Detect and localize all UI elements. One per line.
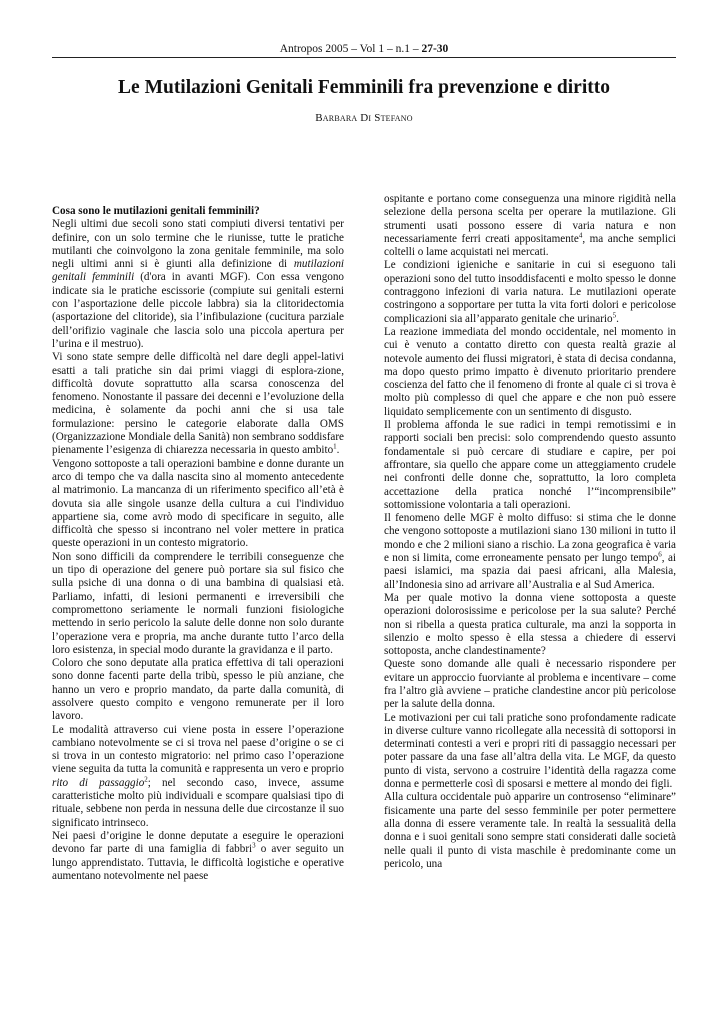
italic-term: mutilazioni genitali femminili [52, 258, 344, 284]
left-column [52, 205, 344, 883]
paragraph: Vengono sottoposte a tali operazioni bambine e donne durante un arco di tempo che va dalla nascita sino al momento antecedente al matrimonio. La mancanza di un riferimento specifico all’età è dovuta sia alle singole usanze della cultura a cui l'individuo appartiene sia, come avrò modo di specificare in seguito, alle difficoltà che spesso si incontrano nel voler mettere in pratica queste operazioni in un contesto migratorio. [52, 457, 344, 550]
text-run: Nei paesi d’origine le donne deputate a eseguire le operazioni devono far parte di una famiglia di fabbri [52, 829, 344, 856]
text-run: Vi sono state sempre delle difficoltà nel dare degli appel-lativi esatti a tali pratiche sin dai primi viaggi di esplora-zione, difficoltà dovute soprattutto alla scarsa conoscenza del fenomeno. Nonostante il passare dei decenni e l’evoluzione della medicina, è solamente da pochi anni che si usa tale formulazione: persino le categorie elaborate dalla OMS (Organizzazione Mondiale della Sanità) non sembrano soddisfare pienamente l’esigenza di chiarezza necessaria in questo ambito [52, 351, 344, 457]
text-run: Le modalità attraverso cui viene posta in essere l’operazione cambiano notevolmente se ci si trova nel paese d’origine o se ci si trova in un contesto migratorio: nel primo caso l’operazione viene seguita da tutta la comunità e rappresenta un vero e proprio [52, 723, 344, 776]
text-run: (d'ora in avanti MGF). Con essa vengono indicate sia le pratiche escissorie (compiute sui genitali esterni con l’asportazione delle piccole labbra) sia la clitoridectomia (asportazione del clitoride), sia l’infibulazione (cucitura parziale dell’orifizio vaginale che lascia solo una piccola apertura per l’urina e il mestruo). [52, 271, 344, 350]
paragraph [52, 351, 344, 457]
section-heading: Cosa sono le mutilazioni genitali femminili? [52, 205, 260, 217]
header-rule [52, 57, 676, 58]
text-run: ospitante e portano come conseguenza una minore rigidità nella selezione della persona scelta per operare la mutilazione. Gli strumenti usati possono essere di varia natura e non necessariamente ferri creati appositamente [384, 193, 676, 245]
footnote-ref: 4 [578, 231, 583, 240]
page-range: 27-30 [421, 43, 449, 55]
paragraph: Coloro che sono deputate alla pratica effettiva di tali operazioni sono donne facenti parte della tribù, spesso le più anziane, che hanno un vero e proprio mandato, da parte dalla comunità, di assolvere questo compito e vengono remunerate per il loro lavoro. [52, 657, 344, 723]
paragraph: La reazione immediata del mondo occidentale, nel momento in cui è venuto a contatto diretto con questa realtà grazie al notevole aumento dei flussi migratori, è stata di decisa condanna, ma dopo questo primo impatto è divenuto prioritario prendere coscienza del fatto che il fenomeno di fronte al quale ci si trova è molto più complesso di quel che appare e che non può essere liquidato semplicemente con un sentimento di disgusto. [384, 325, 676, 418]
paragraph [384, 512, 676, 592]
paragraph [52, 218, 344, 351]
journal-citation: Antropos 2005 – Vol 1 – n.1 – [279, 43, 422, 55]
text-run: o aver seguito un lungo apprendistato. Tuttavia, le difficoltà logistiche e operative aumentano notevolmente nel paese [52, 843, 345, 882]
paragraph [384, 259, 676, 325]
text-run: Il fenomeno delle MGF è molto diffuso: si stima che le donne che vengono sottoposte a mutilazioni siano 130 milioni in tutto il mondo e che 2 milioni siano a rischio. La zona geografica è varia e non si limita, come erroneamente pensato per lungo tempo [384, 512, 676, 565]
right-column [384, 193, 676, 871]
footnote-ref: 3 [252, 841, 256, 850]
article-author: Barbara Di Stefano [315, 112, 413, 124]
text-run: . [616, 312, 619, 325]
footnote-ref: 1 [333, 442, 337, 451]
footnote-ref: 5 [612, 310, 617, 319]
paragraph: Queste sono domande alle quali è necessario rispondere per evitare un approccio fuorviante al problema e incentivare – come fra l’altro già avviene – pratiche clandestine ancor più pericolose per la salute della donna. [384, 658, 676, 711]
paragraph [52, 724, 344, 830]
paragraph [52, 830, 344, 883]
footnote-ref: 2 [144, 775, 148, 784]
text-run: Negli ultimi due secoli sono stati compiuti diversi tentativi per definire, con un solo termine che le riunisse, tutte le pratiche mutilanti che coinvolgono la zona genitale femminile, ma solo negli ultimi anni si è giunti alla definizione di [52, 218, 344, 271]
paragraph [384, 193, 676, 259]
text-run: . [336, 444, 340, 457]
article-title: Le Mutilazioni Genitali Femminili fra prevenzione e diritto [118, 77, 610, 98]
italic-term: rito di passaggio [52, 776, 145, 789]
paragraph: Ma per quale motivo la donna viene sottoposta a queste operazioni dolorosissime e pericolose per la sua salute? Perché non si ribella a questa pratica culturale, ma anzi la sopporta in silenzio e molto spesso è ella stessa a chiedere di esservi sottoposta, anche clandestinamente? [384, 591, 676, 658]
paragraph: Non sono difficili da comprendere le terribili conseguenze che un tipo di operazione del genere può portare sia sul fisico che sulla psiche di una donna o di una bambina di qualsiasi età. Parliamo, infatti, di lesioni permanenti e irreversibili che compromettono seriamente le normali funzioni fisiologiche mettendo in serio pericolo la salute delle donne non solo durante l’operazione vera e propria, ma anche durante tutto l’arco della loro esistenza, in special modo durante la gravidanza e il parto. [52, 550, 344, 656]
footnote-ref: 6 [658, 550, 662, 559]
paragraph: Le motivazioni per cui tali pratiche sono profondamente radicate in diverse culture vanno ricollegate alla necessità di sottoporsi in determinati contesti a veri e propri riti di passaggio necessari per poter passare da una fase all’altra della vita. Le MGF, da questo punto di vista, servono a costruire l’identità della ragazza come donna e permetterle così di sposarsi e mettere al mondo dei figli. [384, 711, 676, 791]
text-run: , ma anche semplici coltelli o lame acquistati nei mercati. [384, 232, 676, 259]
running-head [52, 42, 676, 56]
text-run: Le condizioni igieniche e sanitarie in cui si eseguono tali operazioni sono del tutto insoddisfacenti e molto spesso le donne contraggono infezioni di varia natura. Le mutilazioni operate costringono a sopportare per tutta la vita forti dolori e pericolose complicazioni sia all’apparato genitale che urinario [384, 259, 676, 325]
paragraph: Il problema affonda le sue radici in tempi remotissimi e in rapporti sociali ben precisi: solo comprendendo questo assunto fondamentale si può cercare di studiare e capire, per poi affrontare, sia quello che appare come un atteggiamento crudele nei confronti delle donne che, soprattutto, la loro completa accettazione della pratica nonché l’“incomprensibile” sottomissione volontaria a tali operazioni. [384, 419, 676, 511]
text-run: , ai paesi islamici, ma spazia dai paesi africani, alla Malesia, all’Indonesia sino ad arrivare all’Australia e al Sud America. [384, 552, 676, 591]
text-run: ; nel secondo caso, invece, assume caratteristiche molto più individuali e scompare qualsiasi tipo di rituale, sebbene non perda in nessuna delle due circostanze il suo significato intrinseco. [52, 776, 344, 829]
paragraph: Alla cultura occidentale può apparire un controsenso “eliminare” fisicamente una parte del sesso femminile per poter permettere alla donna di essere veramente tale. In realtà la sessualità della donna e i suoi genitali sono sempre stati considerati dalle società nelle quali il punto di vista maschile è predominante come un pericolo, una [384, 791, 676, 870]
